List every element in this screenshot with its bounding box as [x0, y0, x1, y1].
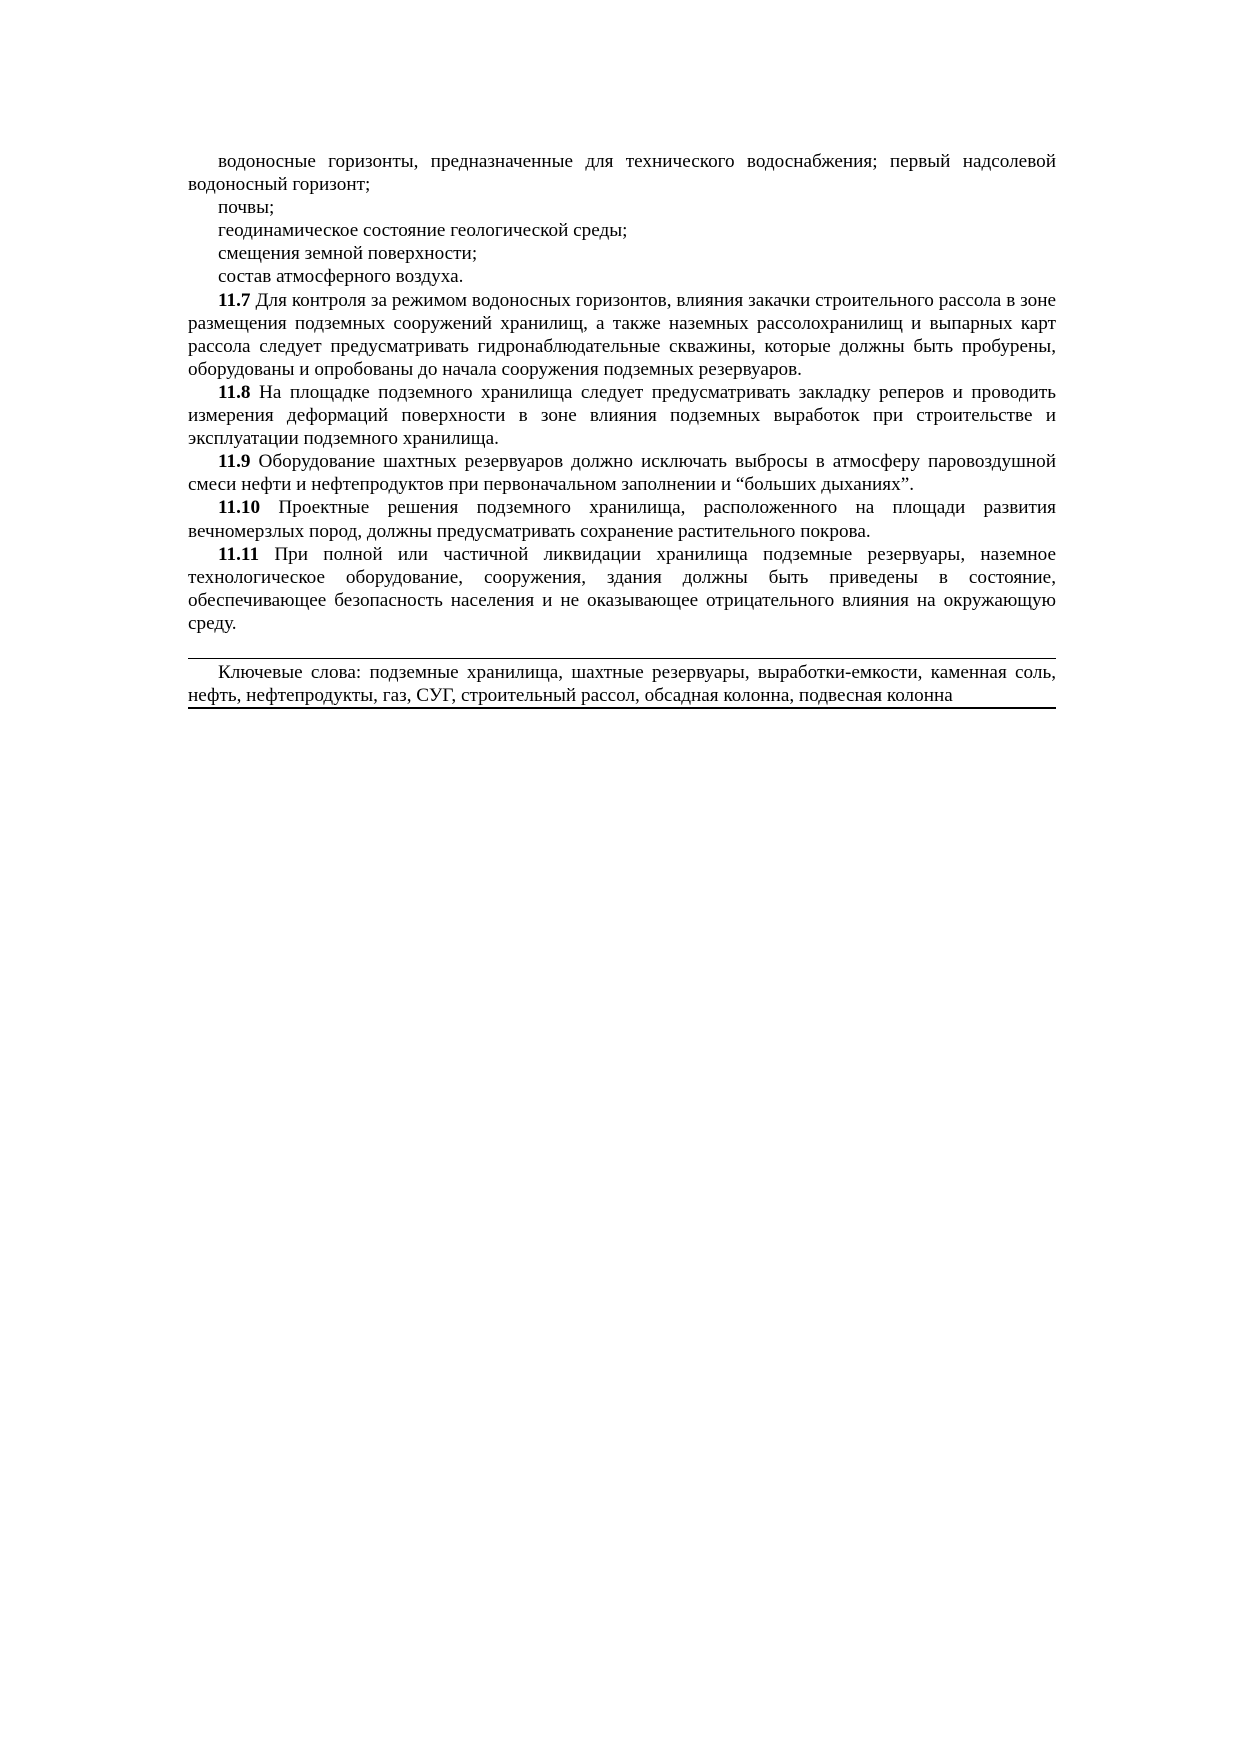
clause-11-7 [188, 289, 1056, 381]
clause-text: Оборудование шахтных резервуаров должно исключать выбросы в атмосферу паровоздушной смеси нефти и нефтепродуктов при первоначальном заполнении и “больших дыханиях”. [188, 451, 1057, 496]
clause-11-9 [188, 450, 1056, 496]
clause-number: 11.9 [218, 451, 251, 473]
intro-item: почвы; [218, 197, 275, 219]
clause-11-8 [188, 381, 1056, 450]
clause-number: 11.10 [218, 497, 261, 519]
intro-item: водоносные горизонты, предназначенные для технического водоснабжения; первый надсолевой водоносный горизонт; [188, 151, 1056, 196]
clause-11-10 [188, 496, 1056, 542]
keywords-block [188, 658, 1056, 709]
document-page [188, 150, 1056, 709]
keywords-text: Ключевые слова: подземные хранилища, шахтные резервуары, выработки-емкости, каменная соль, нефть, нефтепродукты, газ, СУГ, строительный рассол, обсадная колонна, подвесная колонна [188, 661, 1056, 707]
clause-number: 11.11 [218, 543, 260, 565]
clause-number: 11.8 [218, 381, 251, 403]
intro-item: смещения земной поверхности; [218, 243, 478, 265]
clause-11-11 [188, 543, 1056, 635]
intro-item: состав атмосферного воздуха. [218, 266, 464, 288]
intro-item: геодинамическое состояние геологической среды; [218, 220, 628, 242]
clause-text: На площадке подземного хранилища следует предусматривать закладку реперов и проводить измерения деформаций поверхности в зоне влияния подземных выработок при строительстве и эксплуатации подземного хранилища. [188, 381, 1056, 450]
clause-number: 11.7 [218, 289, 251, 311]
clause-text: Для контроля за режимом водоносных горизонтов, влияния закачки строительного рассола в зоне размещения подземных сооружений хранилищ, а также наземных рассолохранилищ и выпарных карт рассола следует предусматривать гидронаблюдательные скважины, которые должны быть пробурены, оборудованы и опробованы до начала сооружения подземных резервуаров. [188, 289, 1056, 380]
document-body [188, 150, 1056, 635]
clause-text: Проектные решения подземного хранилища, расположенного на площади развития вечномерзлых пород, должны предусматривать сохранение растительного покрова. [188, 497, 1057, 542]
clause-text: При полной или частичной ликвидации хранилища подземные резервуары, наземное технологическое оборудование, сооружения, здания должны быть приведены в состояние, обеспечивающее безопасность населения и не оказывающее отрицательного влияния на окружающую среду. [188, 543, 1057, 634]
